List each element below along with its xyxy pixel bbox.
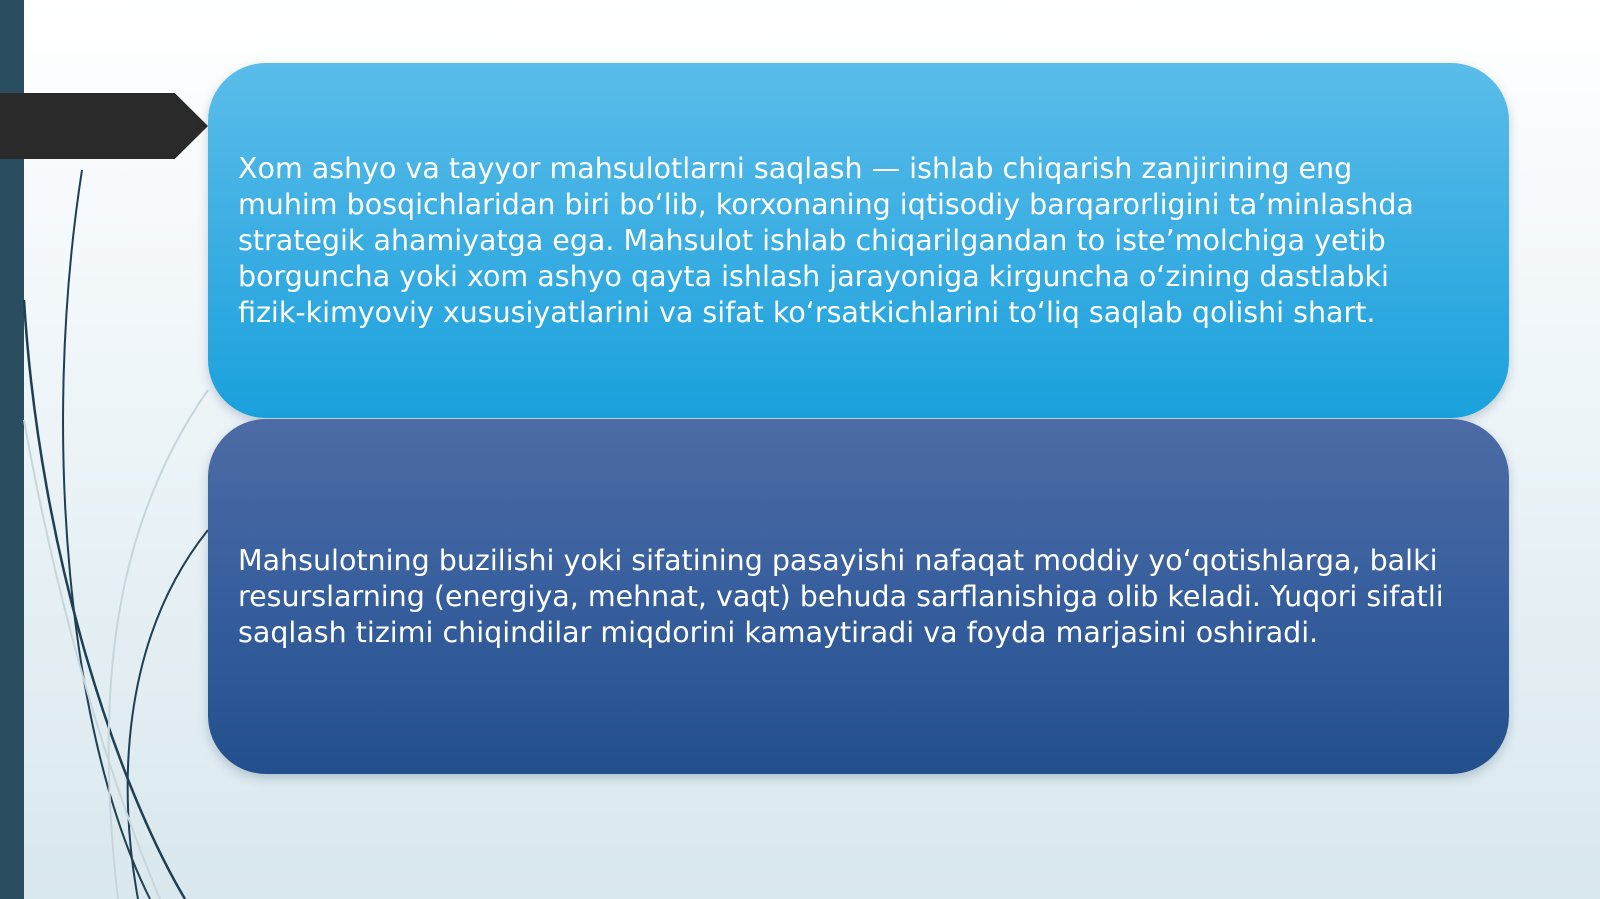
arrow-tab	[0, 93, 208, 159]
panel-text: Xom ashyo va tayyor mahsulotlarni saqlash — ishlab chiqarish zanjirining eng muhim bosqichlaridan biri bo‘lib, korxonaning iqtisodiy barqarorligini ta’minlashda strategik ahamiyatga ega. Mahsulot ishlab chiqarilgandan to iste’molchiga yetib borguncha yoki xom ashyo qayta ishlash jarayoniga kirguncha o‘zining dastlabki fizik-kimyoviy xususiyatlarini va sifat ko‘rsatkichlarini to‘liq saqlab qolishi shart.	[238, 151, 1414, 329]
curve-line-1	[24, 300, 185, 899]
curve-line-4	[109, 390, 208, 899]
text-panel-quality-loss	[208, 419, 1509, 774]
curve-line-5	[24, 420, 160, 899]
panel-text: Mahsulotning buzilishi yoki sifatining pasayishi nafaqat moddiy yo‘qotishlarga, balki resurslarning (energiya, mehnat, vaqt) behuda sarflanishiga olib keladi. Yuqori sifatli saqlash tizimi chiqindilar miqdorini kamaytiradi va foyda marjasini oshiradi.	[238, 543, 1444, 649]
text-panel-storage-importance	[208, 63, 1509, 418]
curve-line-3	[128, 530, 208, 899]
